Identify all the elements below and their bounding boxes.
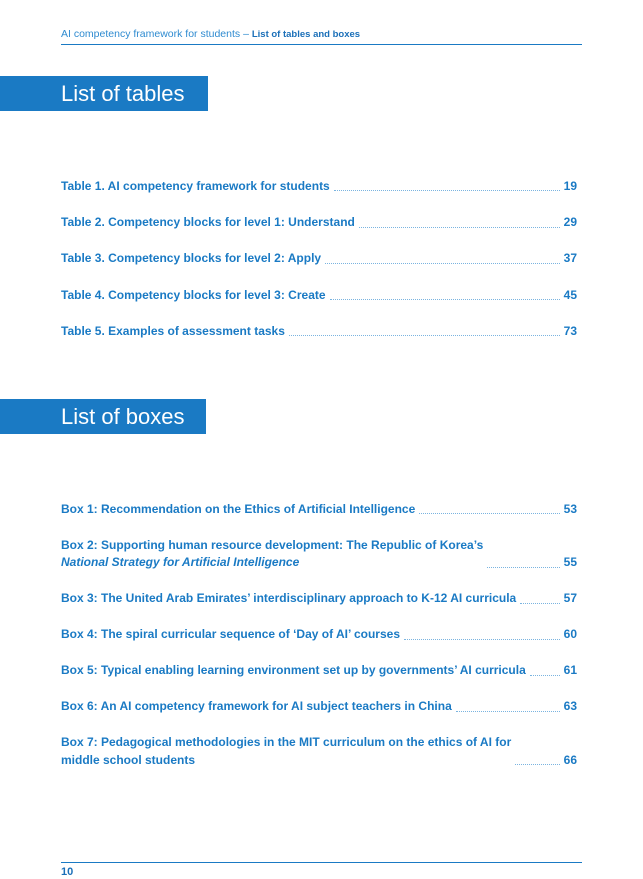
toc-entry-page: 73 xyxy=(563,323,577,338)
header-doc-title: AI competency framework for students xyxy=(61,28,241,40)
toc-entry-title: Table 2. Competency blocks for level 1: Understand xyxy=(61,215,355,230)
toc-entry-page: 55 xyxy=(563,555,577,569)
dot-leader xyxy=(487,567,559,568)
dot-leader xyxy=(325,263,560,264)
header-separator: – xyxy=(240,28,252,40)
toc-entry-title xyxy=(61,537,483,572)
dot-leader xyxy=(419,513,559,514)
toc-entry-page: 61 xyxy=(563,663,577,677)
toc-entry-page: 57 xyxy=(563,591,577,605)
toc-entry-box-7[interactable] xyxy=(61,716,577,770)
boxes-toc-list xyxy=(61,482,577,769)
toc-entry-page: 53 xyxy=(563,501,577,516)
toc-entry-page: 29 xyxy=(563,215,577,230)
toc-entry-page: 19 xyxy=(563,178,577,193)
dot-leader xyxy=(334,190,560,191)
dot-leader xyxy=(330,299,560,300)
tables-toc-list xyxy=(61,159,577,340)
toc-entry-box-6[interactable] xyxy=(61,680,577,716)
toc-entry-title: Table 3. Competency blocks for level 2: Apply xyxy=(61,251,322,266)
running-header xyxy=(61,27,582,45)
toc-entry-page: 63 xyxy=(563,699,577,713)
toc-entry-title: Box 5: Typical enabling learning environment set up by governments’ AI curricula xyxy=(61,663,526,677)
toc-entry-title-line-2: National Strategy for Artificial Intelligence xyxy=(61,555,300,569)
toc-entry-title-line-1: Box 7: Pedagogical methodologies in the MIT curriculum on the ethics of AI for xyxy=(61,735,512,749)
toc-entry-title: Table 1. AI competency framework for students xyxy=(61,178,330,193)
header-section-title: List of tables and boxes xyxy=(251,29,361,40)
toc-entry-box-3[interactable] xyxy=(61,572,577,608)
footer-divider xyxy=(61,862,582,863)
dot-leader xyxy=(359,227,560,228)
toc-entry-title: Box 3: The United Arab Emirates’ interdisciplinary approach to K-12 AI curricula xyxy=(61,591,517,605)
toc-entry-box-1[interactable] xyxy=(61,482,577,518)
toc-entry-table-5[interactable] xyxy=(61,304,577,340)
toc-entry-title: Table 5. Examples of assessment tasks xyxy=(61,323,285,338)
toc-entry-title: Box 4: The spiral curricular sequence of ‘Day of AI’ courses xyxy=(61,627,400,641)
toc-entry-title: Box 1: Recommendation on the Ethics of Artificial Intelligence xyxy=(61,501,416,516)
list-of-tables-heading: List of tables xyxy=(0,76,208,111)
toc-entry-title-line-2: middle school students xyxy=(61,752,196,767)
toc-entry-title: Table 4. Competency blocks for level 3: Create xyxy=(61,287,326,302)
toc-entry-page: 66 xyxy=(563,752,577,767)
list-of-boxes-heading: List of boxes xyxy=(0,399,206,434)
dot-leader xyxy=(289,335,560,336)
dot-leader xyxy=(515,764,559,765)
toc-entry-title-line-1: Box 2: Supporting human resource development: The Republic of Korea’s xyxy=(61,537,484,552)
dot-leader xyxy=(520,603,559,604)
toc-entry-table-2[interactable] xyxy=(61,195,577,231)
page-number: 10 xyxy=(61,866,74,878)
toc-entry-page: 60 xyxy=(563,627,577,641)
toc-entry-page: 45 xyxy=(563,287,577,302)
toc-entry-title: Box 6: An AI competency framework for AI subject teachers in China xyxy=(61,699,452,713)
toc-entry-table-4[interactable] xyxy=(61,268,577,304)
toc-entry-table-3[interactable] xyxy=(61,232,577,268)
toc-entry-title xyxy=(61,734,511,769)
toc-entry-page: 37 xyxy=(563,251,577,266)
dot-leader xyxy=(456,711,560,712)
toc-entry-box-5[interactable] xyxy=(61,644,577,680)
toc-entry-box-4[interactable] xyxy=(61,608,577,644)
dot-leader xyxy=(404,639,560,640)
toc-entry-box-2[interactable] xyxy=(61,518,577,572)
toc-entry-table-1[interactable] xyxy=(61,159,577,195)
dot-leader xyxy=(530,675,560,676)
